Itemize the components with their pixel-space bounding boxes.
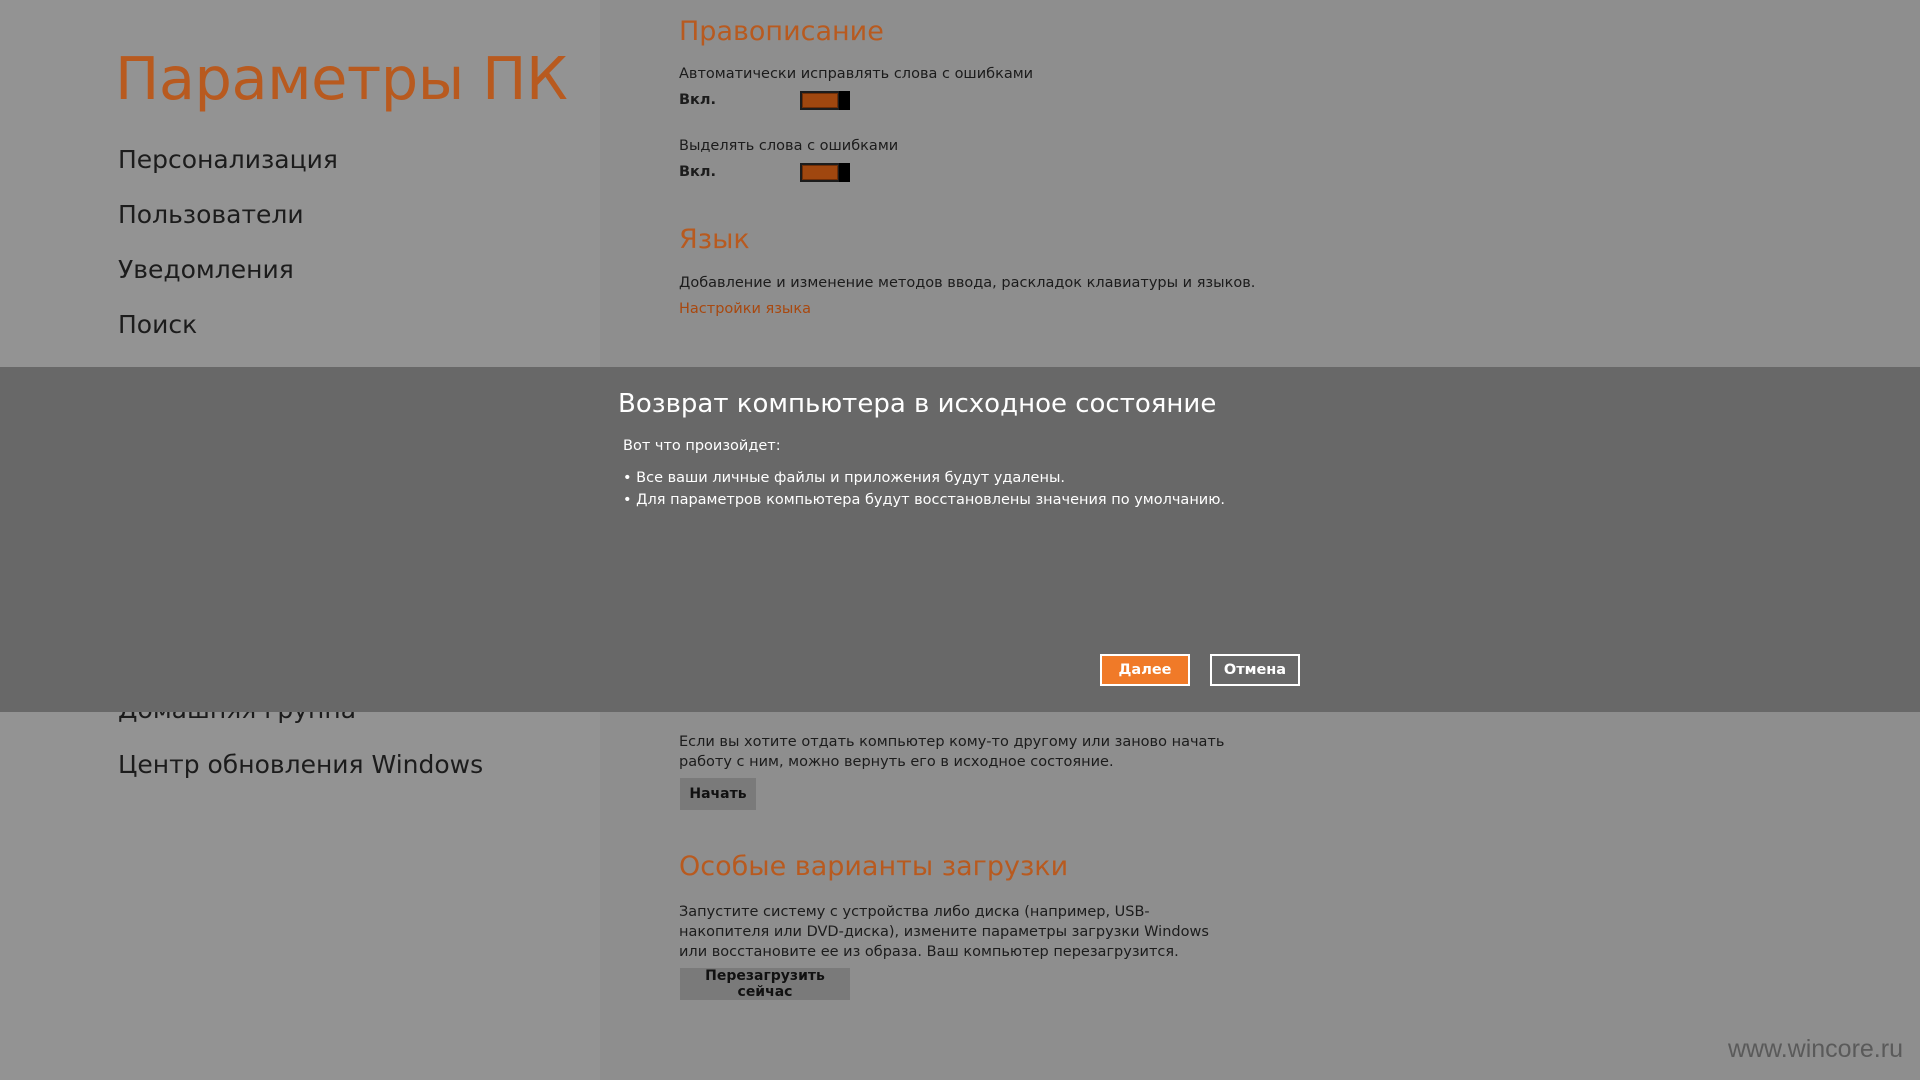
nav-item-users[interactable]: Пользователи (118, 200, 304, 229)
reset-start-button[interactable]: Начать (680, 778, 756, 810)
language-description: Добавление и изменение методов ввода, раскладок клавиатуры и языков. (679, 275, 1256, 291)
reset-description: Если вы хотите отдать компьютер кому-то другому или заново начать работу с ним, можно вернуть его в исходное состояние. (679, 734, 1225, 770)
toggle-track (802, 165, 838, 180)
toggle-thumb[interactable] (839, 163, 850, 182)
highlight-toggle[interactable] (800, 163, 850, 182)
highlight-state: Вкл. (679, 164, 717, 180)
watermark: www.wincore.ru (1727, 1035, 1903, 1063)
autocorrect-label: Автоматически исправлять слова с ошибками (679, 66, 1034, 82)
restart-now-button[interactable]: Перезагрузить сейчас (680, 968, 850, 1000)
language-settings-link[interactable]: Настройки языка (679, 301, 812, 317)
nav-item-personalization[interactable]: Персонализация (118, 145, 338, 174)
dialog-intro: Вот что произойдет: (623, 438, 781, 454)
spelling-title: Правописание (679, 16, 884, 47)
advanced-startup-description: Запустите систему с устройства либо диска (например, USB-накопителя или DVD-диска), измените параметры загрузки Windows или восстановите ее из образа. Ваш компьютер перезагрузится. (679, 904, 1209, 960)
autocorrect-state: Вкл. (679, 92, 717, 108)
app-title: Параметры ПК (115, 44, 568, 113)
advanced-startup-title: Особые варианты загрузки (679, 851, 1069, 882)
dialog-title: Возврат компьютера в исходное состояние (618, 389, 1217, 419)
nav-item-windows-update[interactable]: Центр обновления Windows (118, 750, 484, 779)
cancel-button[interactable]: Отмена (1210, 654, 1300, 686)
nav-item-notifications[interactable]: Уведомления (118, 255, 294, 284)
next-button[interactable]: Далее (1100, 654, 1190, 686)
dialog-bullet-2: • Для параметров компьютера будут восстановлены значения по умолчанию. (623, 492, 1226, 508)
language-title: Язык (679, 224, 750, 255)
highlight-label: Выделять слова с ошибками (679, 138, 899, 154)
nav-item-search[interactable]: Поиск (118, 310, 198, 339)
toggle-track (802, 93, 838, 108)
dialog-bullet-1: • Все ваши личные файлы и приложения будут удалены. (623, 470, 1065, 486)
reset-dialog (0, 367, 1920, 712)
toggle-thumb[interactable] (839, 91, 850, 110)
autocorrect-toggle[interactable] (800, 91, 850, 110)
